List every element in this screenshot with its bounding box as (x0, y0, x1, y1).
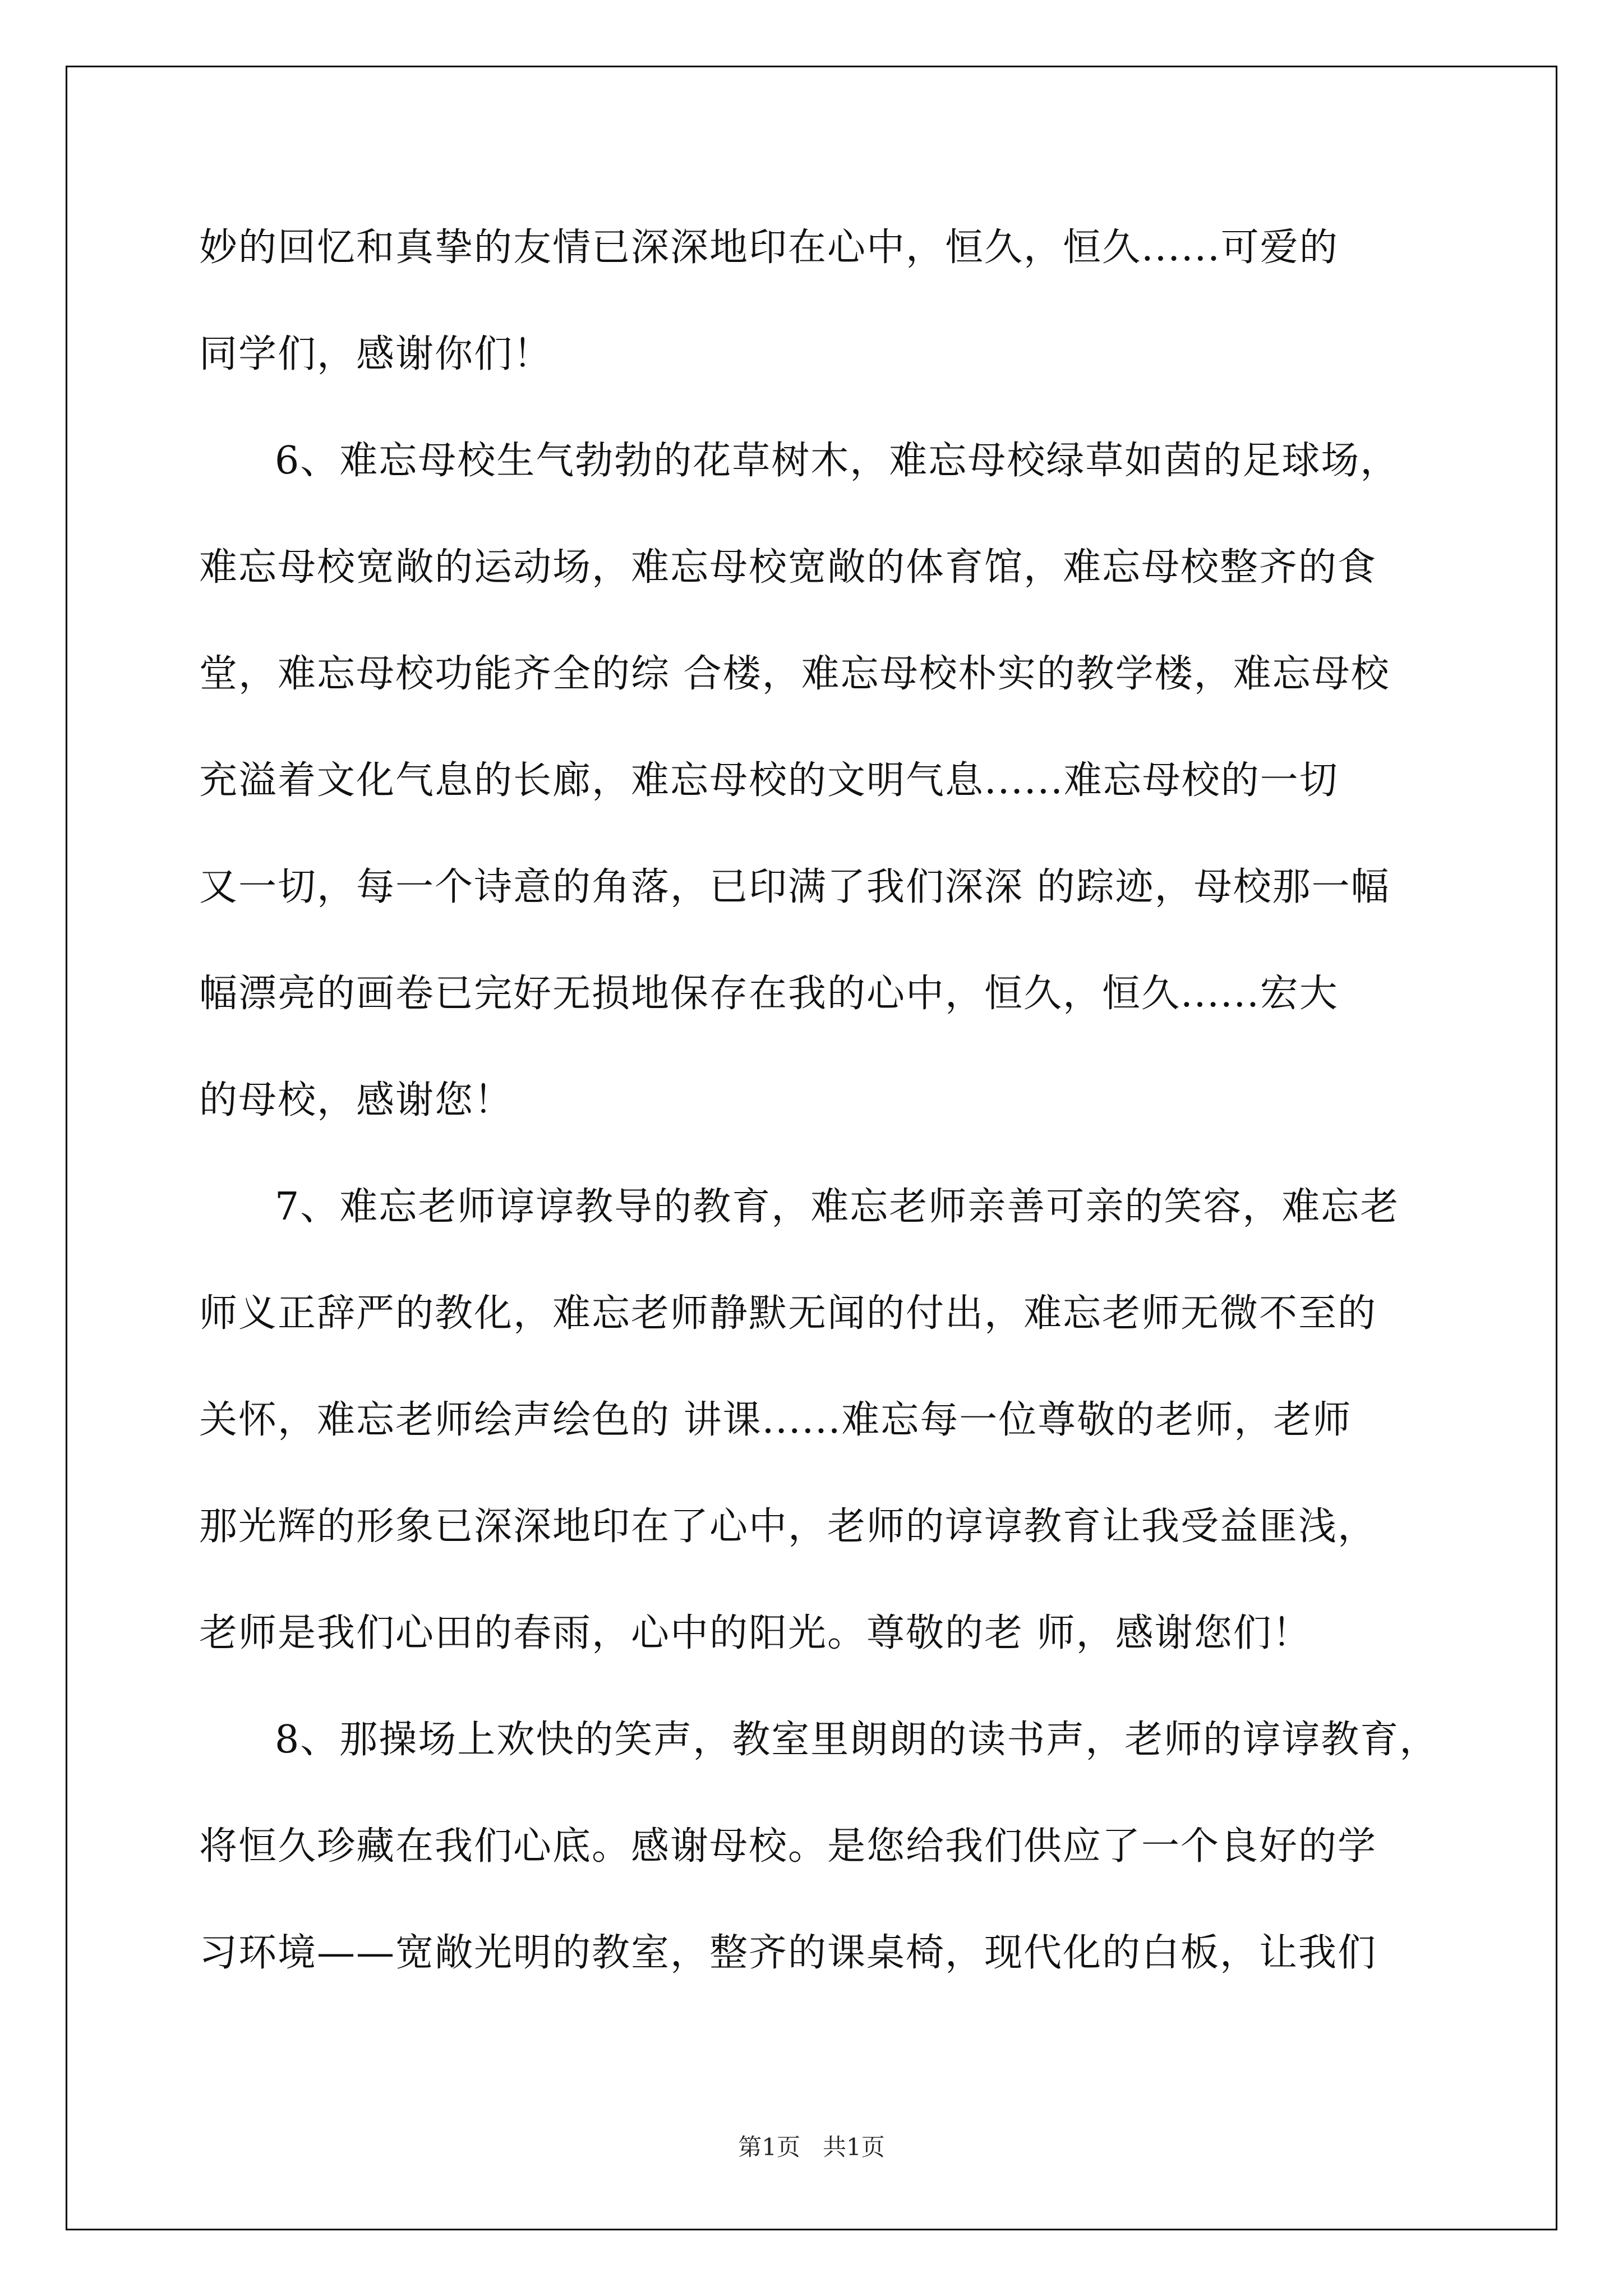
text-line: 又一切，每一个诗意的角落，已印满了我们深深 的踪迹，母校那一幅 (199, 865, 1390, 909)
text-line: 6、难忘母校生气勃勃的花草树木，难忘母校绿草如茵的足球场， (275, 439, 1400, 483)
text-line: 关怀，难忘老师绘声绘色的 讲课......难忘每一位尊敬的老师，老师 (199, 1398, 1352, 1442)
text-line: 妙的回忆和真挚的友情已深深地印在心中，恒久，恒久......可爱的 (199, 226, 1339, 270)
text-line: 老师是我们心田的春雨，心中的阳光。尊敬的老 师，感谢您们！ (199, 1611, 1312, 1655)
text-line: 难忘母校宽敞的运动场，难忘母校宽敞的体育馆，难忘母校整齐的食 (199, 545, 1377, 590)
text-line: 8、那操场上欢快的笑声，教室里朗朗的读书声，老师的谆谆教育， (275, 1718, 1439, 1762)
text-line: 习环境——宽敞光明的教室，整齐的课桌椅，现代化的白板，让我们 (199, 1931, 1377, 1975)
text-line: 7、难忘老师谆谆教导的教育，难忘老师亲善可亲的笑容，难忘老 (275, 1185, 1400, 1229)
text-line: 师义正辞严的教化，难忘老师静默无闻的付出，难忘老师无微不至的 (199, 1291, 1377, 1336)
text-line: 的母校，感谢您！ (199, 1078, 514, 1122)
text-line: 充溢着文化气息的长廊，难忘母校的文明气息......难忘母校的一切 (199, 758, 1339, 803)
page-footer: 第1页 共1页 (738, 2133, 885, 2161)
text-line: 同学们，感谢你们！ (199, 332, 553, 376)
document-body (199, 209, 1439, 2021)
text-line: 那光辉的形象已深深地印在了心中，老师的谆谆教育让我受益匪浅， (199, 1504, 1377, 1549)
text-line: 将恒久珍藏在我们心底。感谢母校。是您给我们供应了一个良好的学 (199, 1824, 1377, 1869)
text-line: 堂，难忘母校功能齐全的综 合楼，难忘母校朴实的教学楼，难忘母校 (199, 652, 1390, 696)
text-line: 幅漂亮的画卷已完好无损地保存在我的心中，恒久，恒久......宏大 (199, 972, 1339, 1016)
